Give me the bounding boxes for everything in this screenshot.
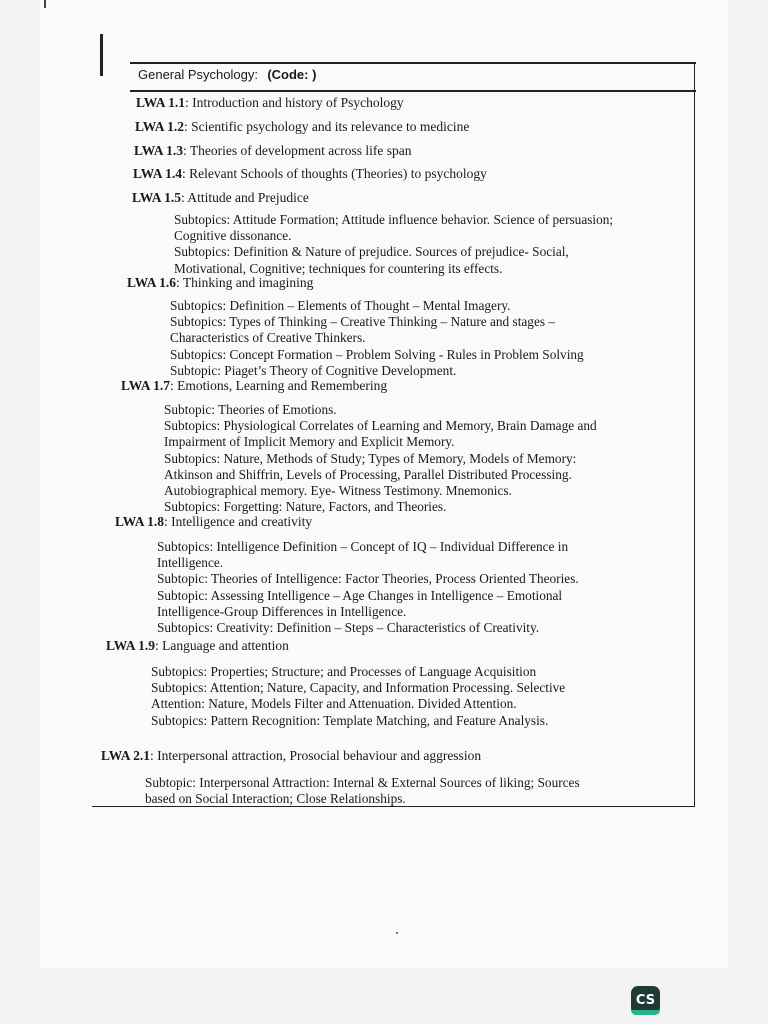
unit-1-7: LWA 1.7: Emotions, Learning and Remembering [121, 378, 388, 393]
unit-1-9-subtopics [151, 664, 565, 729]
unit-title: Interpersonal attraction, Prosocial behaviour and aggression [157, 748, 482, 763]
unit-code: LWA 1.1 [136, 95, 186, 110]
subtopic-line: Subtopic: Assessing Intelligence – Age Changes in Intelligence – Emotional [157, 587, 563, 603]
unit-code: LWA 1.7 [121, 378, 171, 393]
unit-title: Introduction and history of Psychology [192, 95, 404, 110]
subtopic-line: Subtopics: Physiological Correlates of Learning and Memory, Brain Damage and [164, 418, 597, 434]
unit-1-8-subtopics [157, 539, 579, 636]
page-edge-mark [44, 0, 46, 8]
subtopic-line: Subtopic: Theories of Intelligence: Factor Theories, Process Oriented Theories. [157, 571, 579, 587]
subtopic-line: Subtopic: Piaget’s Theory of Cognitive Development. [170, 362, 457, 378]
subtopic-line: Subtopics: Attitude Formation; Attitude influence behavior. Science of persuasion; [174, 212, 614, 227]
scan-speck [396, 932, 398, 934]
subtopic-line: Cognitive dissonance. [174, 228, 292, 244]
unit-code: LWA 1.3 [134, 143, 184, 158]
unit-title: Attitude and Prejudice [187, 190, 309, 205]
subtopic-line: Subtopics: Types of Thinking – Creative Thinking – Nature and stages – [170, 314, 555, 330]
unit-code: LWA 2.1 [101, 748, 151, 763]
table-top-rule [130, 62, 696, 64]
camscanner-logo-icon: CS [631, 986, 660, 1015]
unit-1-7-subtopics [164, 402, 597, 515]
subtopic-line: Subtopic: Interpersonal Attraction: Internal & External Sources of liking; Sources [145, 775, 580, 790]
unit-2-1-subtopics [145, 775, 580, 807]
subtopic-line: Motivational, Cognitive; techniques for countering its effects. [174, 260, 503, 276]
unit-1-5-subtopics [174, 212, 613, 277]
course-title: General Psychology: [138, 67, 258, 82]
unit-code: LWA 1.9 [106, 638, 156, 653]
unit-title: Relevant Schools of thoughts (Theories) to psychology [189, 166, 487, 181]
subtopic-line: Subtopic: Theories of Emotions. [164, 402, 337, 417]
subtopic-line: Intelligence. [157, 555, 224, 571]
subtopic-line: Subtopics: Pattern Recognition: Template Matching, and Feature Analysis. [151, 712, 549, 728]
subtopic-line: based on Social Interaction; Close Relationships. [145, 791, 406, 807]
subtopic-line: Atkinson and Shiffrin, Levels of Processing, Parallel Distributed Processing. [164, 466, 572, 482]
unit-1-1: LWA 1.1: Introduction and history of Psychology [136, 95, 404, 110]
unit-1-4: LWA 1.4: Relevant Schools of thoughts (Theories) to psychology [133, 166, 487, 181]
subtopic-line: Subtopics: Attention; Nature, Capacity, and Information Processing. Selective [151, 680, 566, 696]
unit-code: LWA 1.8 [115, 514, 165, 529]
unit-1-8: LWA 1.8: Intelligence and creativity [115, 514, 313, 529]
subtopic-line: Intelligence-Group Differences in Intelligence. [157, 603, 407, 619]
unit-code: LWA 1.2 [135, 119, 185, 134]
unit-2-1: LWA 2.1: Interpersonal attraction, Prosocial behaviour and aggression [101, 748, 482, 763]
course-code: (Code: ) [267, 67, 317, 82]
subtopic-line: Autobiographical memory. Eye- Witness Testimony. Mnemonics. [164, 482, 512, 498]
subtopic-line: Subtopics: Creativity: Definition – Steps – Characteristics of Creativity. [157, 619, 540, 635]
subtopic-line: Attention: Nature, Models Filter and Attenuation. Divided Attention. [151, 696, 517, 712]
unit-1-6: LWA 1.6: Thinking and imagining [127, 275, 314, 290]
subtopic-line: Characteristics of Creative Thinkers. [170, 330, 366, 346]
unit-1-6-subtopics [170, 298, 584, 379]
unit-title: Theories of development across life span [189, 143, 412, 158]
subtopic-line: Impairment of Implicit Memory and Explicit Memory. [164, 434, 455, 450]
unit-code: LWA 1.6 [127, 275, 177, 290]
unit-code: LWA 1.5 [132, 190, 182, 205]
subtopic-line: Subtopics: Forgetting: Nature, Factors, and Theories. [164, 499, 447, 515]
subtopic-line: Subtopics: Intelligence Definition – Concept of IQ – Individual Difference in [157, 539, 569, 554]
unit-title: Scientific psychology and its relevance to medicine [191, 119, 470, 134]
table-header-rule [130, 90, 696, 92]
unit-title: Emotions, Learning and Remembering [177, 378, 388, 393]
unit-1-2: LWA 1.2: Scientific psychology and its relevance to medicine [135, 119, 470, 134]
subtopic-line: Subtopics: Concept Formation – Problem Solving - Rules in Problem Solving [170, 346, 584, 362]
subtopic-line: Subtopics: Nature, Methods of Study; Types of Memory, Models of Memory: [164, 450, 577, 466]
unit-1-5: LWA 1.5: Attitude and Prejudice [132, 190, 309, 205]
unit-1-9: LWA 1.9: Language and attention [106, 638, 289, 653]
subtopic-line: Subtopics: Definition & Nature of prejudice. Sources of prejudice- Social, [174, 244, 569, 260]
subtopic-line: Subtopics: Definition – Elements of Thought – Mental Imagery. [170, 298, 511, 313]
unit-code: LWA 1.4 [133, 166, 183, 181]
unit-title: Intelligence and creativity [171, 514, 313, 529]
subtopic-line: Subtopics: Properties; Structure; and Processes of Language Acquisition [151, 664, 537, 679]
unit-title: Language and attention [162, 638, 289, 653]
table-header [138, 67, 316, 83]
unit-title: Thinking and imagining [182, 275, 314, 290]
unit-1-3: LWA 1.3: Theories of development across life span [134, 143, 412, 158]
